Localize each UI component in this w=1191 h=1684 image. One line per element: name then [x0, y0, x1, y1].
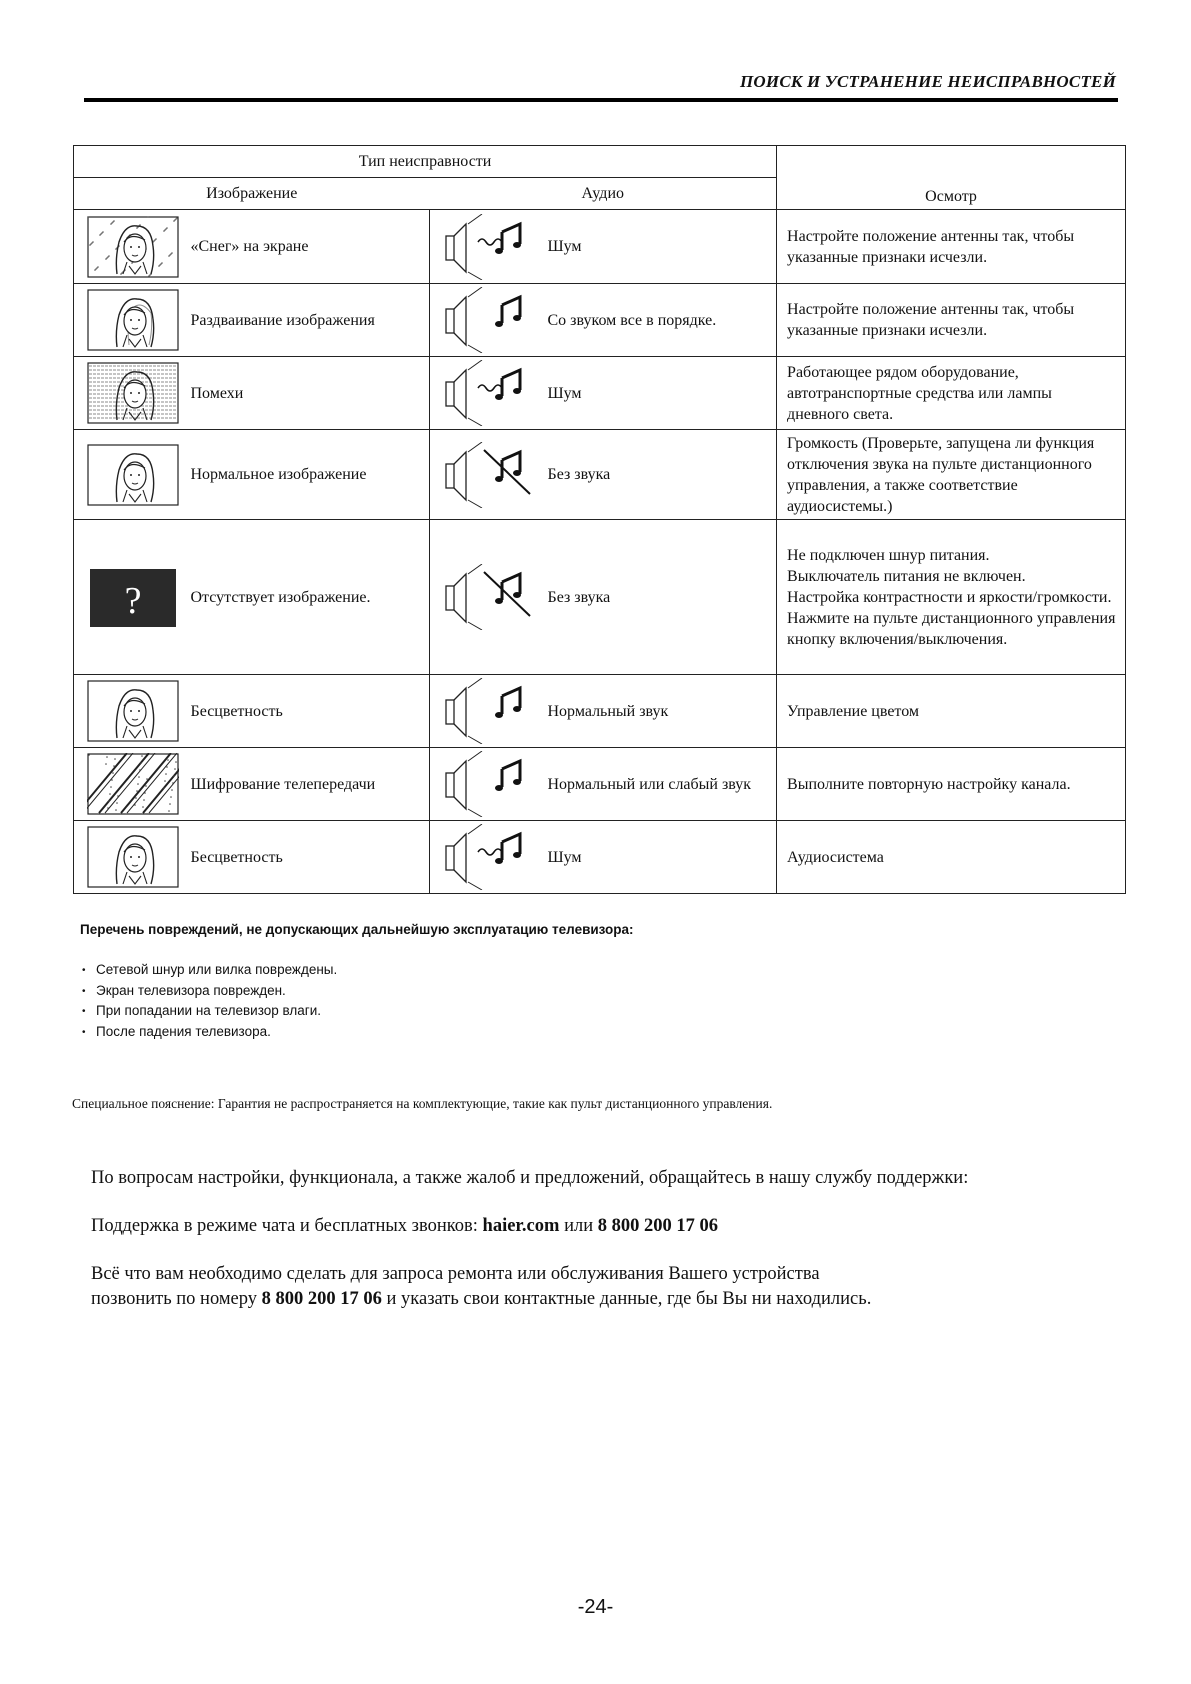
ghost-face-icon	[87, 289, 179, 351]
inspection-text: Настройте положение антенны так, чтобы указанные признаки исчезли.	[787, 301, 1075, 339]
support-text: Поддержка в режиме чата и бесплатных звонков:	[91, 1216, 483, 1236]
inspection-cell	[777, 210, 1126, 284]
section-title: ПОИСК И УСТРАНЕНИЕ НЕИСПРАВНОСТЕЙ	[740, 72, 1116, 91]
page-number: -24-	[577, 1596, 614, 1618]
muted-speaker-icon	[444, 442, 536, 508]
picture-thumbnail	[74, 357, 181, 430]
troubleshooting-table	[73, 145, 1126, 894]
inspection-text: Не подключен шнур питания.	[787, 546, 990, 564]
audio-symptom: Без звука	[539, 430, 777, 520]
inspection-text: Работающее рядом оборудование, автотранспортные средства или лампы дневного света.	[787, 363, 1052, 423]
list-item: • Экран телевизора поврежден.	[82, 981, 337, 1002]
table-row	[74, 748, 1126, 821]
page-header	[84, 70, 1118, 102]
inspection-text: Управление цветом	[787, 702, 920, 720]
audio-thumbnail	[430, 284, 539, 357]
picture-thumbnail	[74, 210, 181, 284]
inspection-text: Нажмите на пульте дистанционного управления кнопку включения/выключения.	[787, 609, 1116, 648]
support-text: или	[559, 1216, 598, 1236]
inspection-cell	[777, 748, 1126, 821]
phone-number[interactable]: 8 800 200 17 06	[597, 1216, 718, 1236]
table-row	[74, 284, 1126, 357]
damage-list	[82, 960, 337, 1042]
audio-thumbnail	[430, 675, 539, 748]
list-item: • Сетевой шнур или вилка повреждены.	[82, 960, 337, 981]
audio-symptom: Со звуком все в порядке.	[539, 284, 777, 357]
inspection-heading: Осмотр	[777, 146, 1126, 210]
audio-symptom: Шум	[539, 357, 777, 430]
audio-thumbnail	[430, 357, 539, 430]
support-repair-phone	[91, 1287, 871, 1312]
audio-thumbnail	[430, 520, 539, 675]
audio-thumbnail	[430, 748, 539, 821]
support-repair-line: Всё что вам необходимо сделать для запроса ремонта или обслуживания Вашего устройства	[91, 1264, 820, 1284]
warranty-note: Специальное пояснение: Гарантия не распространяется на комплектующие, такие как пульт дистанционного управления.	[72, 1096, 773, 1111]
inspection-text: Выполните повторную настройку канала.	[787, 775, 1071, 793]
picture-thumbnail	[74, 430, 181, 520]
audio-symptom: Шум	[539, 210, 777, 284]
face-icon	[87, 444, 179, 506]
support-contacts	[91, 1214, 718, 1239]
audio-symptom: Нормальный или слабый звук	[539, 748, 777, 821]
fault-type-heading: Тип неисправности	[74, 146, 777, 178]
picture-thumbnail	[74, 748, 181, 821]
audio-symptom: Без звука	[539, 520, 777, 675]
inspection-text: Настройка контрастности и яркости/громкости.	[787, 588, 1112, 606]
noisy-speaker-icon	[444, 214, 536, 280]
noisy-speaker-icon	[444, 824, 536, 890]
audio-symptom: Шум	[539, 821, 777, 894]
image-heading: Изображение	[74, 178, 430, 210]
support-text: и указать свои контактные данные, где бы Вы ни находились.	[381, 1289, 872, 1309]
audio-thumbnail	[430, 821, 539, 894]
list-item: • После падения телевизора.	[82, 1022, 337, 1043]
inspection-text: Выключатель питания не включен.	[787, 567, 1026, 585]
image-symptom: Раздваивание изображения	[181, 284, 430, 357]
audio-symptom: Нормальный звук	[539, 675, 777, 748]
image-symptom: Отсутствует изображение.	[181, 520, 430, 675]
inspection-cell	[777, 357, 1126, 430]
phone-number[interactable]: 8 800 200 17 06	[261, 1289, 382, 1309]
picture-thumbnail	[74, 675, 181, 748]
image-symptom: Нормальное изображение	[181, 430, 430, 520]
speaker-icon	[444, 678, 536, 744]
picture-thumbnail	[74, 284, 181, 357]
svg-text:?: ?	[124, 580, 142, 622]
inspection-cell	[777, 520, 1126, 675]
face-icon	[87, 680, 179, 742]
inspection-cell	[777, 821, 1126, 894]
image-symptom: Шифрование телепередачи	[181, 748, 430, 821]
snow-face-icon	[87, 216, 179, 278]
image-symptom: Бесцветность	[181, 821, 430, 894]
inspection-text: Громкость (Проверьте, запущена ли функция отключения звука на пульте дистанционного управления, а также соответствие аудиосистемы.)	[787, 434, 1095, 515]
table-row	[74, 357, 1126, 430]
table-row	[74, 520, 1126, 675]
audio-heading: Аудио	[430, 178, 777, 210]
inspection-cell	[777, 284, 1126, 357]
support-intro: По вопросам настройки, функционала, а также жалоб и предложений, обращайтесь в нашу службу поддержки:	[91, 1168, 969, 1188]
image-symptom: «Снег» на экране	[181, 210, 430, 284]
face-icon	[87, 826, 179, 888]
question-icon	[87, 566, 179, 628]
speaker-icon	[444, 287, 536, 353]
website-link[interactable]: haier.com	[482, 1216, 560, 1236]
muted-speaker-icon	[444, 564, 536, 630]
noisy-speaker-icon	[444, 360, 536, 426]
inspection-text: Аудиосистема	[787, 848, 884, 866]
picture-thumbnail	[74, 821, 181, 894]
audio-thumbnail	[430, 430, 539, 520]
inspection-cell	[777, 430, 1126, 520]
table-row	[74, 210, 1126, 284]
audio-thumbnail	[430, 210, 539, 284]
damage-list-title: Перечень повреждений, не допускающих дальнейшую эксплуатацию телевизора:	[80, 922, 634, 937]
table-row	[74, 821, 1126, 894]
scrambled-icon	[87, 753, 179, 815]
table-row	[74, 430, 1126, 520]
speaker-icon	[444, 751, 536, 817]
list-item: • При попадании на телевизор влаги.	[82, 1001, 337, 1022]
image-symptom: Бесцветность	[181, 675, 430, 748]
table-row	[74, 675, 1126, 748]
lines-face-icon	[87, 362, 179, 424]
support-text: позвонить по номеру	[91, 1289, 262, 1309]
picture-thumbnail	[74, 520, 181, 675]
image-symptom: Помехи	[181, 357, 430, 430]
inspection-cell	[777, 675, 1126, 748]
inspection-text: Настройте положение антенны так, чтобы указанные признаки исчезли.	[787, 227, 1075, 266]
